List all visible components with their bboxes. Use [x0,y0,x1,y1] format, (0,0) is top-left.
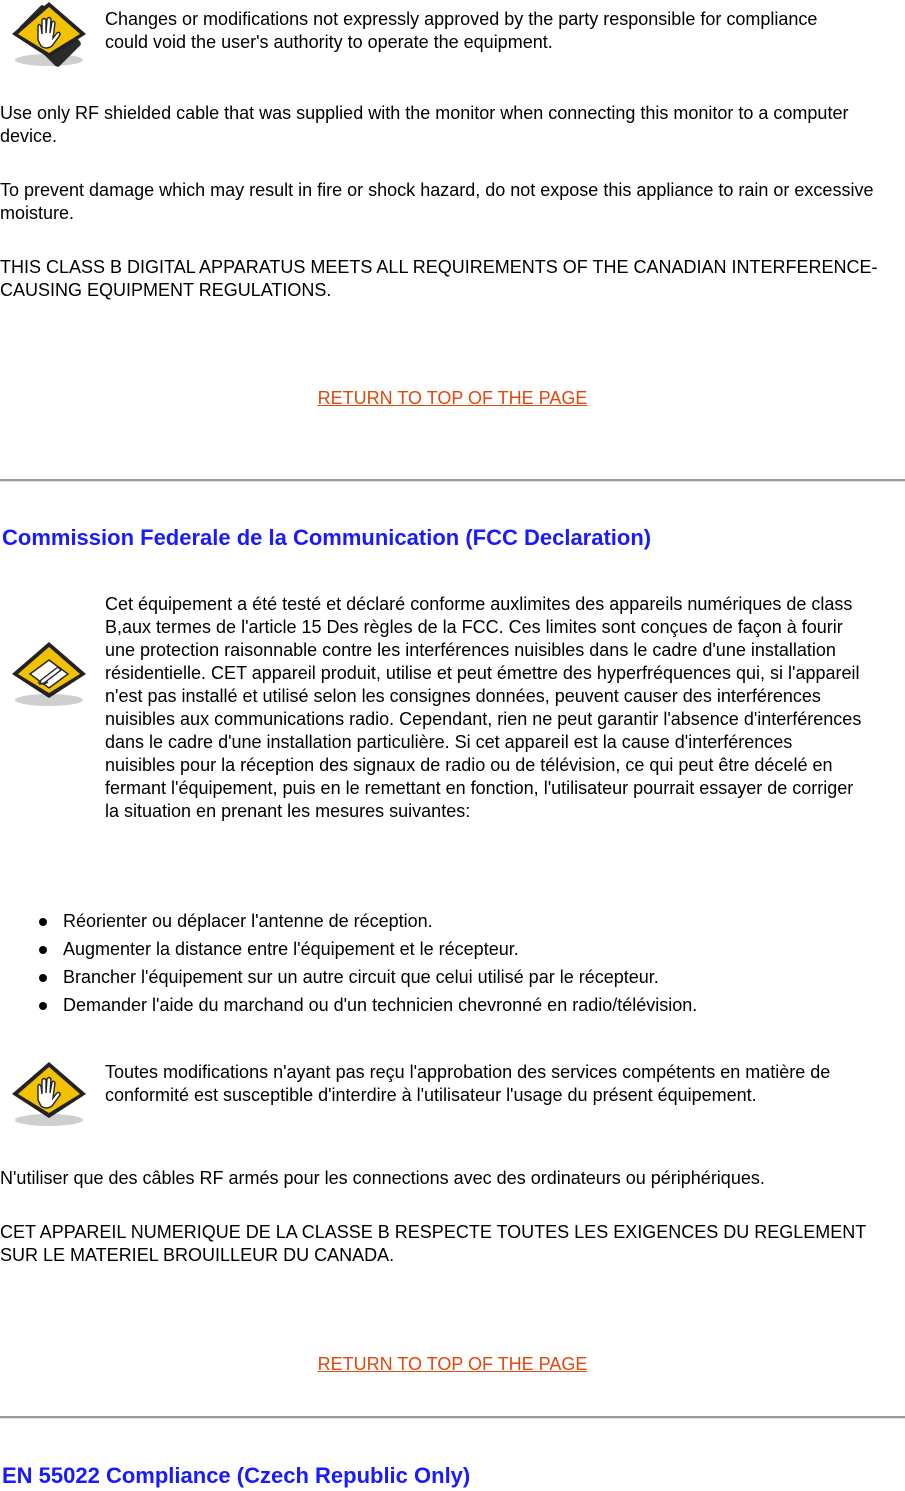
measures-list [30,910,697,1022]
en55022-heading: EN 55022 Compliance (Czech Republic Only) [2,1463,471,1488]
bullet-dot [39,918,47,926]
warning-hand-icon [8,1060,90,1130]
note-changes-fr: Toutes modifications n'ayant pas reçu l'approbation des services compétents en matière de conformité est susceptible d'interdire à l'utilisateur l'usage du présent équipement. [105,1062,831,1105]
fcc-fr-heading: Commission Federale de la Communication (FCC Declaration) [2,525,652,550]
section-divider [0,1416,905,1419]
paragraph-fire-en: To prevent damage which may result in fire or shock hazard, do not expose this appliance to rain or excessive moisture. [0,180,874,223]
return-to-top-link[interactable]: RETURN TO TOP OF THE PAGE [317,1354,588,1374]
note-pencil-icon [8,640,90,710]
return-to-top-link[interactable]: RETURN TO TOP OF THE PAGE [317,388,588,408]
list-item: Brancher l'équipement sur un autre circuit que celui utilisé par le récepteur. [30,966,697,994]
section-divider [0,479,905,482]
bullet-dot [39,974,47,982]
list-item: Demander l'aide du marchand ou d'un technicien chevronné en radio/télévision. [30,994,697,1022]
paragraph-rf-cable-fr: N'utiliser que des câbles RF armés pour les connections avec des ordinateurs ou périphériques. [0,1168,765,1188]
list-item: Augmenter la distance entre l'équipement et le récepteur. [30,938,697,966]
bullet-dot [39,1002,47,1010]
bullet-dot [39,946,47,954]
paragraph-rf-cable-en: Use only RF shielded cable that was supplied with the monitor when connecting this monitor to a computer device. [0,103,849,146]
paragraph-canada-en: THIS CLASS B DIGITAL APPARATUS MEETS ALL REQUIREMENTS OF THE CANADIAN INTERFERENCE-CAUSING EQUIPMENT REGULATIONS. [0,257,878,300]
paragraph-canada-fr: CET APPAREIL NUMERIQUE DE LA CLASSE B RESPECTE TOUTES LES EXIGENCES DU REGLEMENT SUR LE MATERIEL BROUILLEUR DU CANADA. [0,1222,866,1265]
warning-hand-icon [8,0,90,70]
list-item: Réorienter ou déplacer l'antenne de réception. [30,910,697,938]
note-fcc-fr: Cet équipement a été testé et déclaré conforme auxlimites des appareils numériques de class B,aux termes de l'article 15 Des règles de la FCC. Ces limites sont conçues de façon à fourir une protection raisonnable contre les interférences nuisibles dans le cadre d'une installation résidentielle. CET appareil produit, utilise et peut émettre des hyperfréquences qui, si l'appareil n'est pas installé et utilisé selon les consignes données, peuvent causer des interférences nuisibles aux communications radio. Cependant, rien ne peut garantir l'absence d'interférences dans le cadre d'une installation particulière. Si cet appareil est la cause d'interférences nuisibles pour la réception des signaux de radio ou de télévision, ce qui peut être décelé en fermant l'équipement, puis en le remettant en fonction, l'utilisateur pourrait essayer de corriger la situation en prenant les mesures suivantes: [105,594,862,821]
note-changes-en: Changes or modifications not expressly approved by the party responsible for compliance could void the user's authority to operate the equipment. [105,9,818,52]
